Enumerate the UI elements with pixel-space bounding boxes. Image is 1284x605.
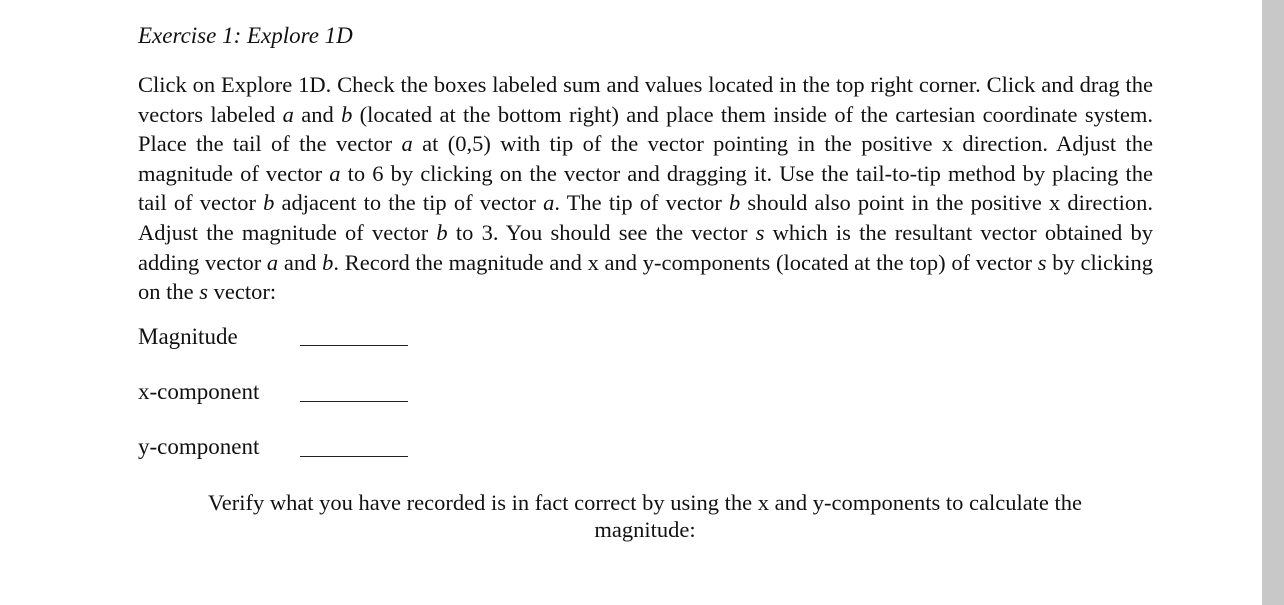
clipped-previous-line bbox=[330, 0, 336, 12]
exercise-heading: Exercise 1: Explore 1D bbox=[138, 23, 353, 48]
verify-instruction: Verify what you have recorded is in fact correct by using the x and y-components to calculate the magnitude: bbox=[207, 490, 1083, 542]
viewer-scroll-gutter[interactable] bbox=[1262, 0, 1284, 605]
x-component-label: x-component bbox=[138, 379, 260, 404]
magnitude-answer-blank[interactable] bbox=[300, 345, 408, 346]
y-component-label: y-component bbox=[138, 434, 260, 459]
x-component-answer-blank[interactable] bbox=[300, 401, 408, 402]
instructions-paragraph: Click on Explore 1D. Check the boxes labeled sum and values located in the top right corner. Click and drag the vectors labeled a and b (located at the bottom right) and place them inside of the cartesian coordinate system. Place the tail of the vector a at (0,5) with tip of the vector pointing in the positive x direction. Adjust the magnitude of vector a to 6 by clicking on the vector and dragging it. Use the tail-to-tip method by placing the tail of vector b adjacent to the tip of vector a. The tip of vector b should also point in the positive x direction. Adjust the magnitude of vector b to 3. You should see the vector s which is the resultant vector obtained by adding vector a and b. Record the magnitude and x and y-components (located at the top) of vector s by clicking on the s vector: bbox=[138, 72, 1154, 305]
y-component-answer-blank[interactable] bbox=[300, 456, 408, 457]
magnitude-label: Magnitude bbox=[138, 324, 238, 349]
